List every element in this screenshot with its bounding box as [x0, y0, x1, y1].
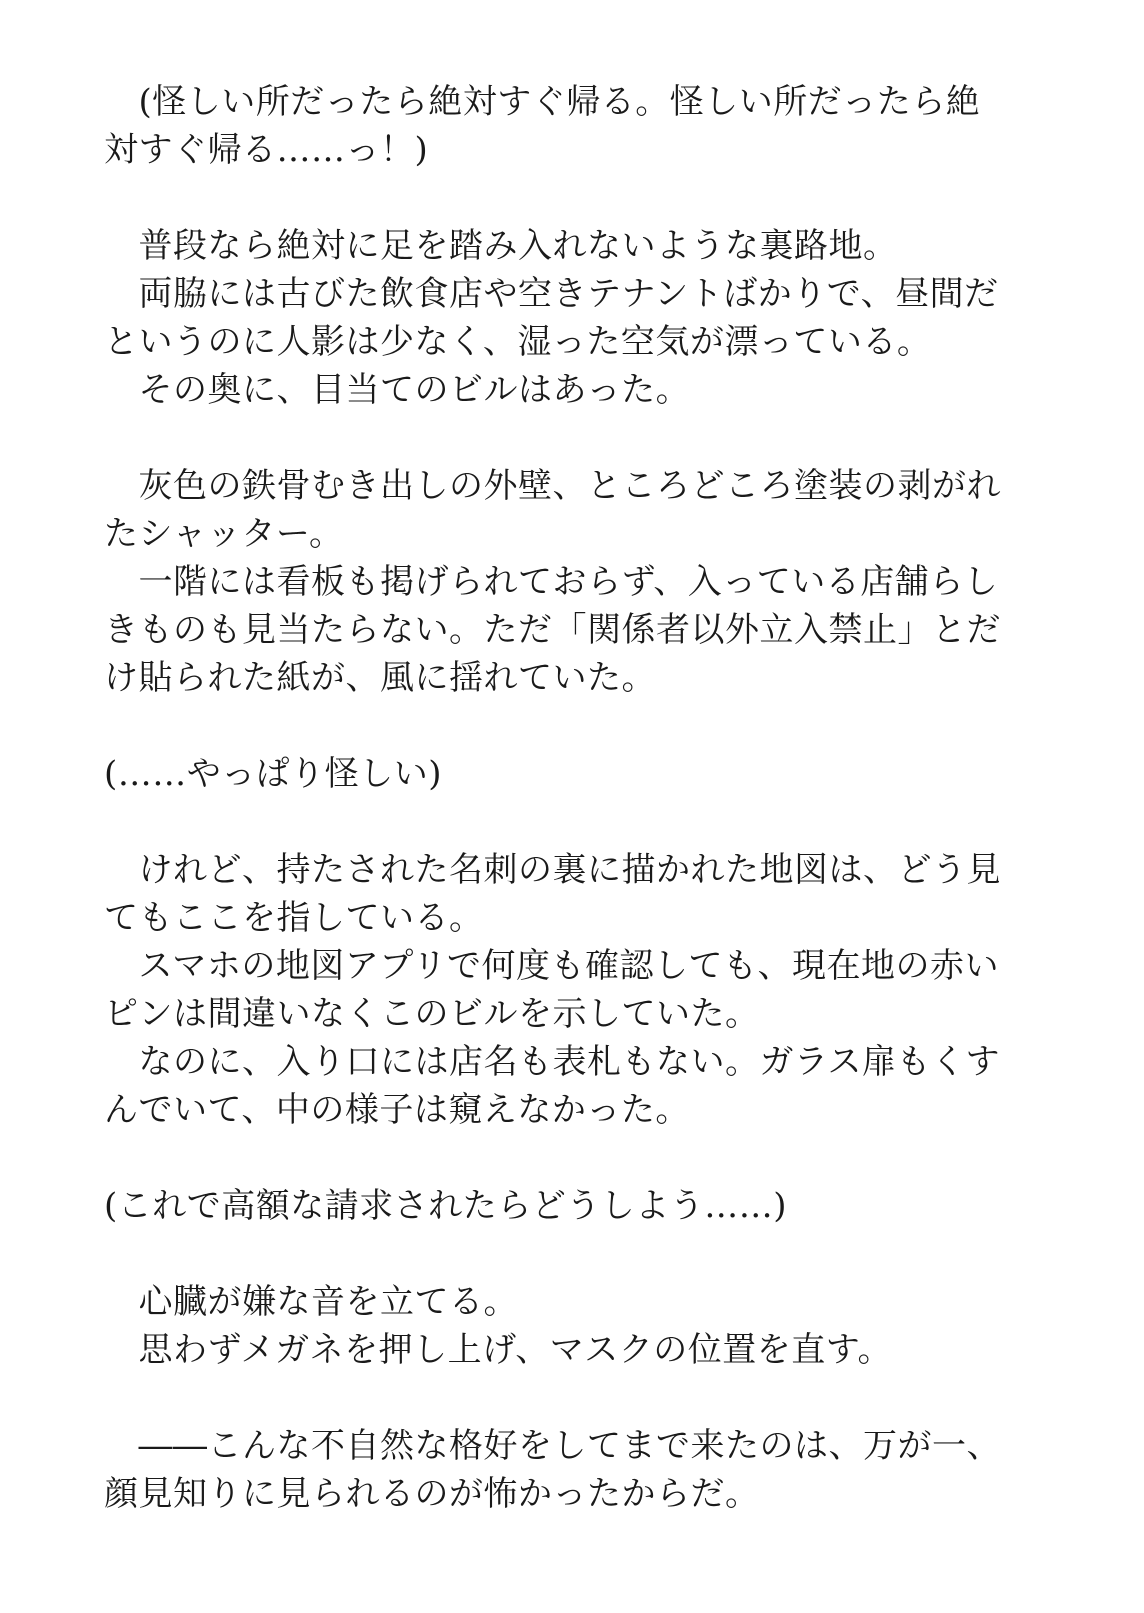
text-line: 両脇には古びた飲食店や空きテナントばかりで、昼間だ [104, 274, 999, 314]
blank-line [104, 798, 1040, 846]
text-line: けれど、持たされた名刺の裏に描かれた地図は、どう見 [104, 850, 1001, 890]
text-line: (怪しい所だったら絶対すぐ帰る。怪しい所だったら絶 [104, 82, 981, 122]
text-line: ピンは間違いなくこのビルを示していた。 [104, 994, 760, 1034]
story-text [104, 78, 1040, 1518]
text-line: きものも見当たらない。ただ「関係者以外立入禁止」とだ [104, 610, 1001, 650]
text-line: 一階には看板も掲げられておらず、入っている店舗らし [104, 562, 999, 602]
text-line: 対すぐ帰る……っ！) [104, 130, 429, 170]
blank-line [104, 414, 1040, 462]
text-line: んでいて、中の様子は窺えなかった。 [104, 1090, 690, 1130]
blank-line [104, 1230, 1040, 1278]
text-line: というのに人影は少なく、湿った空気が漂っている。 [104, 322, 932, 362]
text-line: 心臓が嫌な音を立てる。 [104, 1282, 518, 1322]
text-line: スマホの地図アプリで何度も確認しても、現在地の赤い [104, 946, 999, 986]
text-line: 思わずメガネを押し上げ、マスクの位置を直す。 [104, 1330, 893, 1370]
blank-line [104, 702, 1040, 750]
blank-line [104, 1374, 1040, 1422]
text-line: なのに、入り口には店名も表札もない。ガラス扉もくす [104, 1042, 1000, 1082]
text-line: (……やっぱり怪しい) [104, 754, 443, 794]
text-line: (これで高額な請求されたらどうしよう……) [104, 1186, 788, 1226]
text-line: ――こんな不自然な格好をしてまで来たのは、万が一、 [104, 1426, 1001, 1466]
text-line: け貼られた紙が、風に揺れていた。 [104, 658, 656, 698]
blank-line [104, 174, 1040, 222]
blank-line [104, 1134, 1040, 1182]
text-line: てもここを指している。 [104, 898, 484, 938]
text-line: その奥に、目当てのビルはあった。 [104, 370, 691, 410]
text-line: 顔見知りに見られるのが怖かったからだ。 [104, 1474, 760, 1514]
text-line: 灰色の鉄骨むき出しの外壁、ところどころ塗装の剥がれ [104, 466, 1001, 506]
text-line: 普段なら絶対に足を踏み入れないような裏路地。 [104, 226, 898, 266]
text-line: たシャッター。 [104, 514, 344, 554]
